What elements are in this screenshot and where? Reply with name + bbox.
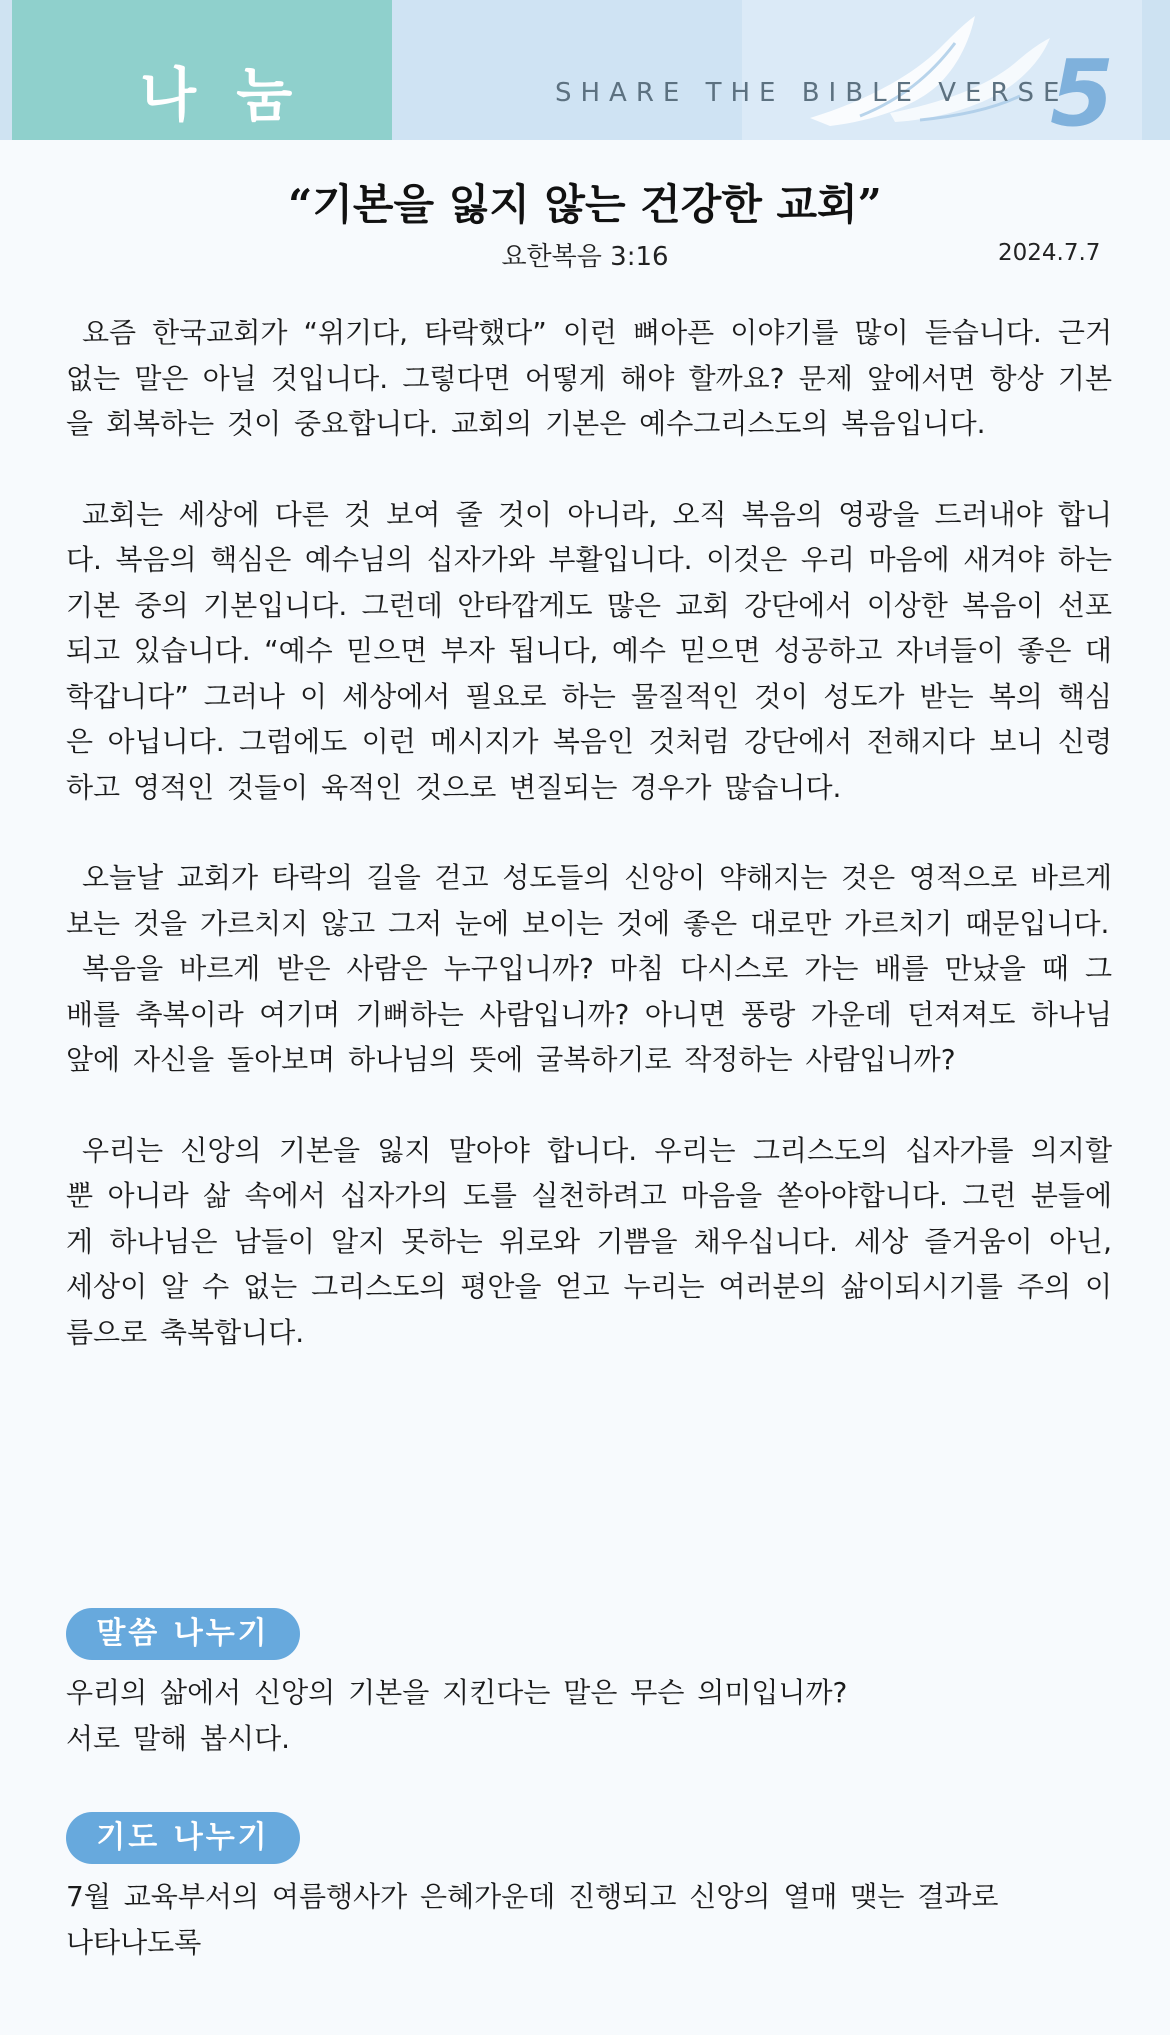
prayer-sharing-text (66, 1874, 1112, 1965)
paragraph-2: 교회는 세상에 다른 것 보여 줄 것이 아니라, 오직 복음의 영광을 드러내야 합니다. 복음의 핵심은 예수님의 십자가와 부활입니다. 이것은 우리 마음에 새겨야 하는 기본 중의 기본입니다. 그런데 안타깝게도 많은 교회 강단에서 이상한 복음이 선포되고 있습니다. “예수 믿으면 부자 됩니다, 예수 믿으면 성공하고 자녀들이 좋은 대학갑니다” 그러나 이 세상에서 필요로 하는 물질적인 것이 성도가 받는 복의 핵심은 아닙니다. 그럼에도 이런 메시지가 복음인 것처럼 강단에서 전해지다 보니 신령하고 영적인 것들이 육적인 것으로 변질되는 경우가 많습니다. (66, 497, 1112, 804)
header-banner (0, 0, 1170, 140)
header-title: 나 눔 (140, 61, 303, 129)
paragraph-1: 요즘 한국교회가 “위기다, 타락했다” 이런 뼈아픈 이야기를 많이 듣습니다. 근거 없는 말은 아닐 것입니다. 그렇다면 어떻게 해야 할까요? 문제 앞에서면 항상 기본을 회복하는 것이 중요합니다. 교회의 기본은 예수그리스도의 복음입니다. (66, 316, 1112, 440)
prayer-sharing-line-1: 7월 교육부서의 여름행사가 은혜가운데 진행되고 신앙의 열매 맺는 결과로 (66, 1880, 999, 1913)
word-sharing-line-1: 우리의 삶에서 신앙의 기본을 지킨다는 말은 무슨 의미입니까? (66, 1676, 848, 1709)
header-subtitle: SHARE THE BIBLE VERSE (555, 78, 1069, 108)
paragraph-5: 우리는 신앙의 기본을 잃지 말아야 합니다. 우리는 그리스도의 십자가를 의지할 뿐 아니라 삶 속에서 십자가의 도를 실천하려고 마음을 쏟아야합니다. 그런 분들에게 하나님은 남들이 알지 못하는 위로와 기쁨을 채우십니다. 세상 즐거움이 아닌, 세상이 알 수 없는 그리스도의 평안을 얻고 누리는 여러분의 삶이되시기를 주의 이름으로 축복합니다. (66, 1133, 1112, 1349)
sermon-body (66, 310, 1112, 1355)
dove-wing-icon (770, 8, 1070, 133)
prayer-sharing-label: 기도 나누기 (66, 1812, 300, 1864)
word-sharing-label: 말씀 나누기 (66, 1608, 300, 1660)
banner-strip-right (1142, 0, 1170, 140)
banner-strip-left (0, 0, 12, 140)
word-sharing-line-2: 서로 말해 봅시다. (66, 1721, 291, 1755)
scripture-reference: 요한복음 3:16 (501, 242, 669, 272)
word-sharing-section (66, 1608, 1112, 1761)
paragraph-4: 복음을 바르게 받은 사람은 누구입니까? 마침 다시스로 가는 배를 만났을 때 그 배를 축복이라 여기며 기뻐하는 사람입니까? 아니면 풍랑 가운데 던져져도 하나님 앞에 자신을 돌아보며 하나님의 뜻에 굴복하기로 작정하는 사람입니까? (66, 952, 1112, 1076)
sermon-date: 2024.7.7 (998, 240, 1101, 266)
prayer-sharing-line-2: 나타나도록 (66, 1925, 202, 1959)
paragraph-3: 오늘날 교회가 타락의 길을 걷고 성도들의 신앙이 약해지는 것은 영적으로 바르게 보는 것을 가르치지 않고 그저 눈에 보이는 것에 좋은 대로만 가르치기 때문입니다. (66, 861, 1112, 940)
prayer-sharing-section (66, 1812, 1112, 1965)
header-number: 5 (1050, 40, 1115, 140)
word-sharing-text (66, 1670, 1112, 1761)
sermon-title: “기본을 잃지 않는 건강한 교회” (288, 180, 882, 229)
banner-mid-block (392, 0, 742, 140)
